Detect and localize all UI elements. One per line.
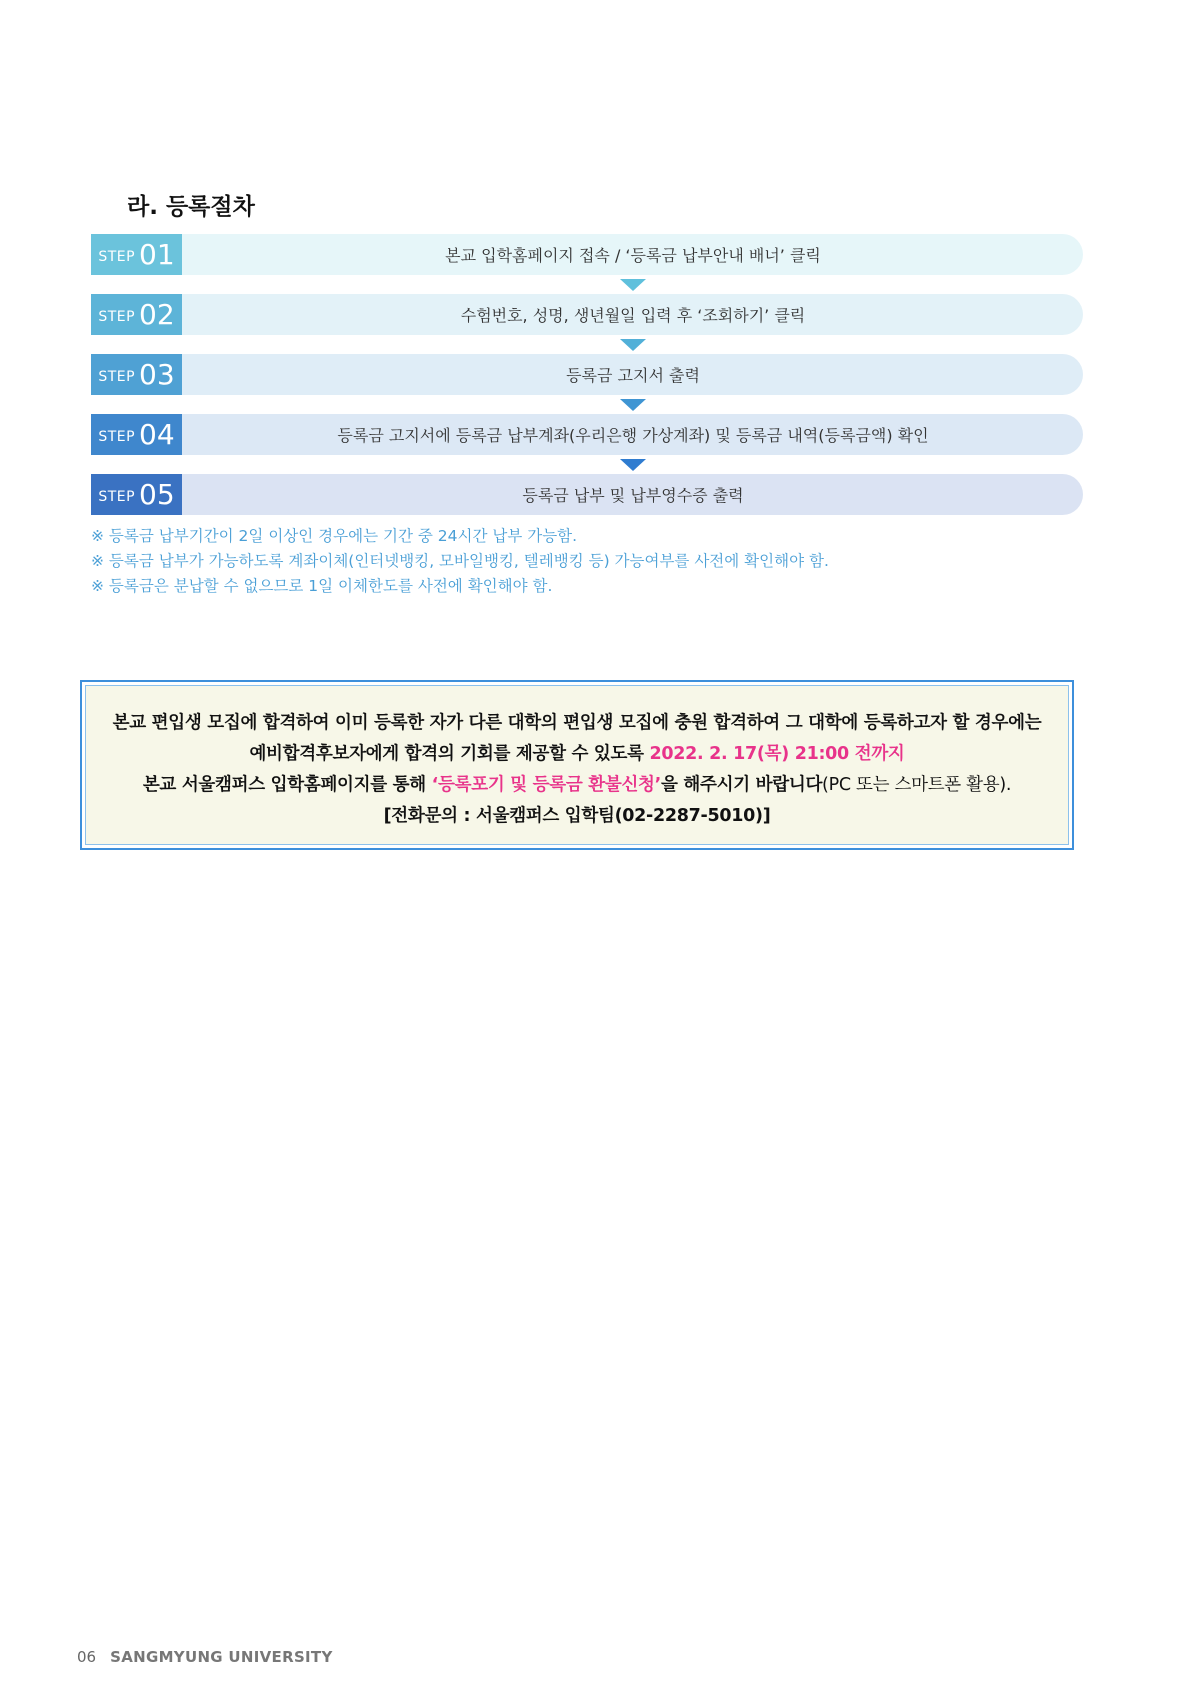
step-text: 본교 입학홈페이지 접속 / ‘등록금 납부안내 배너’ 클릭: [445, 246, 821, 265]
step-word: STEP: [98, 488, 136, 505]
down-arrow-icon: [620, 279, 646, 291]
step-row-1: [91, 234, 1083, 275]
step-text: 등록금 고지서 출력: [566, 366, 700, 385]
step-number: 05: [139, 477, 175, 511]
step-text: 수험번호, 성명, 생년월일 입력 후 ‘조회하기’ 클릭: [460, 306, 806, 325]
down-arrow-icon: [620, 399, 646, 411]
step-number: 03: [139, 357, 175, 391]
notice-text: 을 해주시기 바랍니다: [661, 775, 823, 795]
registration-steps: [91, 234, 1083, 515]
step-row-4: [91, 414, 1083, 455]
down-arrow-icon: [620, 339, 646, 351]
step-label-2: [91, 294, 182, 335]
note-item: ※ 등록금 납부가 가능하도록 계좌이체(인터넷뱅킹, 모바일뱅킹, 텔레뱅킹 등) 가능여부를 사전에 확인해야 함.: [91, 552, 829, 570]
down-arrow-icon: [620, 459, 646, 471]
notice-box: [80, 680, 1074, 850]
notice-text: 본교 서울캠퍼스 입학홈페이지를 통해: [142, 775, 432, 795]
page-footer: [77, 1648, 333, 1666]
notice-content: [85, 685, 1069, 845]
notice-text: 예비합격후보자에게 합격의 기회를 제공할 수 있도록: [249, 744, 650, 764]
step-number: 01: [139, 237, 175, 271]
notes-list: [91, 524, 1091, 599]
step-bar-4: [177, 414, 1083, 455]
refund-highlight: ‘등록포기 및 등록금 환불신청’: [431, 775, 662, 795]
step-bar-3: [177, 354, 1083, 395]
step-number: 02: [139, 297, 175, 331]
note-item: ※ 등록금 납부기간이 2일 이상인 경우에는 기간 중 24시간 납부 가능함.: [91, 527, 578, 545]
page-number: 06: [77, 1648, 97, 1666]
step-word: STEP: [98, 248, 136, 265]
step-word: STEP: [98, 368, 136, 385]
step-label-4: [91, 414, 182, 455]
step-row-3: [91, 354, 1083, 395]
step-text: 등록금 납부 및 납부영수증 출력: [522, 486, 744, 505]
step-bar-5: [177, 474, 1083, 515]
step-word: STEP: [98, 428, 136, 445]
step-number: 04: [139, 417, 175, 451]
notice-line-2: [86, 739, 1068, 770]
step-label-3: [91, 354, 182, 395]
step-word: STEP: [98, 308, 136, 325]
notice-device-note: (PC 또는 스마트폰 활용).: [822, 775, 1012, 795]
university-name: SANGMYUNG UNIVERSITY: [110, 1648, 333, 1666]
notice-line-3: [86, 770, 1068, 801]
step-text: 등록금 고지서에 등록금 납부계좌(우리은행 가상계좌) 및 등록금 내역(등록금액) 확인: [337, 426, 929, 445]
deadline-highlight: 2022. 2. 17(목) 21:00 전까지: [649, 744, 905, 764]
notice-contact: [전화문의 : 서울캠퍼스 입학팀(02-2287-5010)]: [383, 806, 771, 826]
notice-line-1: 본교 편입생 모집에 합격하여 이미 등록한 자가 다른 대학의 편입생 모집에 충원 합격하여 그 대학에 등록하고자 할 경우에는: [112, 713, 1042, 733]
step-label-1: [91, 234, 182, 275]
note-item: ※ 등록금은 분납할 수 없으므로 1일 이체한도를 사전에 확인해야 함.: [91, 577, 553, 595]
step-label-5: [91, 474, 182, 515]
section-title: 라. 등록절차: [127, 194, 255, 220]
step-row-5: [91, 474, 1083, 515]
step-row-2: [91, 294, 1083, 335]
step-bar-2: [177, 294, 1083, 335]
step-bar-1: [177, 234, 1083, 275]
